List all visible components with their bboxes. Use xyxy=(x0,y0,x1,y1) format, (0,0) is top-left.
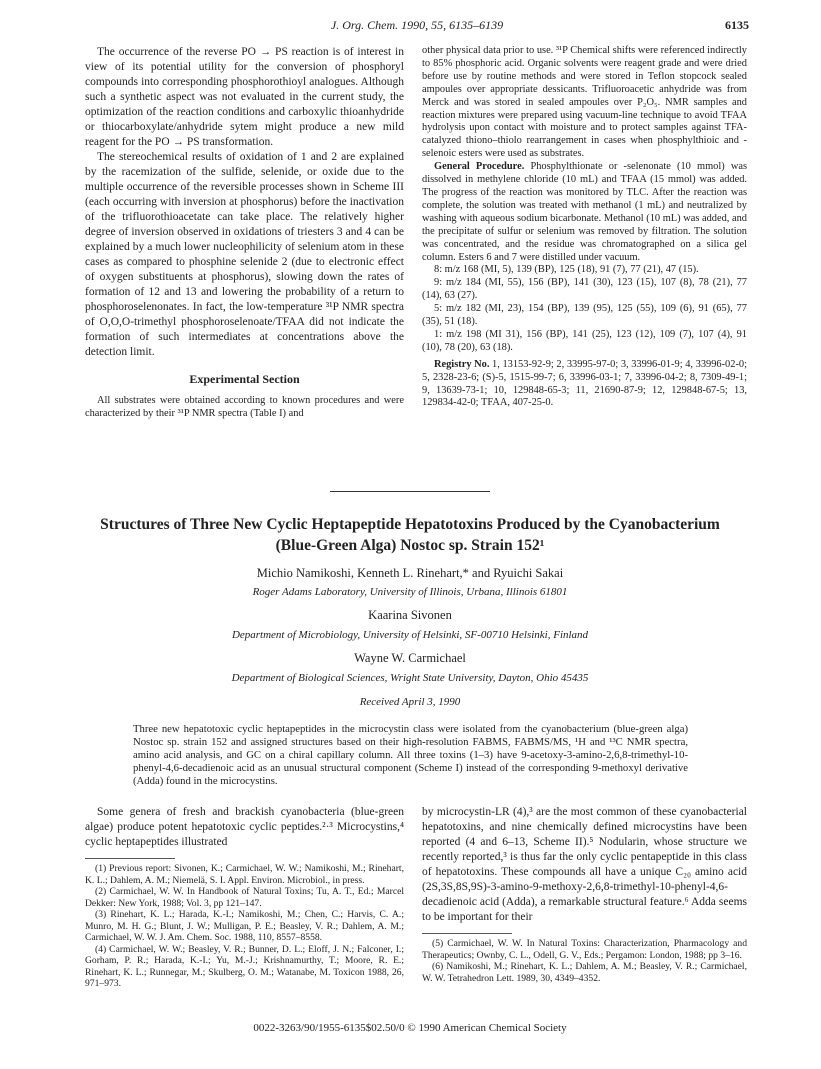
right-column-bottom xyxy=(422,805,747,984)
footnote-rule xyxy=(85,858,175,859)
section-heading: Experimental Section xyxy=(189,372,300,386)
run-in-heading: Registry No. xyxy=(434,358,490,370)
ms-line: 8: m/z 168 (MI, 5), 139 (BP), 125 (18), 91 (7), 77 (21), 47 (15). xyxy=(434,264,699,276)
running-header xyxy=(85,18,749,38)
paragraph: The stereochemical results of oxidation of 1 and 2 are explained by the racemization of the sulfide, selenide, or oxide due to the multiple occurrence of the reversible processes shown in Scheme III (each occurring with inversion at phosphorus) before the inactivation of the trifluorothioacetate can take place. The relatively higher degree of inversion observed in oxidations of triesters 3 and 4 can be explained by a much lower nucleophilicity of selenium atom in these cases as compared to phosphine selenide 2 (due to electronic effect of oxygen substituents at phosphorus), slowing down the rates of formation of 12 and 13 and lowering the probability of a return to phosphoroselenonates. In fact, the low-temperature ³¹P NMR spectra of O,O,O-trimethyl phosphoroselenoate/TFAA did not indicate the formation of such intermediates at concentrations above the detection limit. xyxy=(85,151,404,358)
registry-numbers xyxy=(422,359,747,411)
received-date: Received April 3, 1990 xyxy=(359,696,461,708)
affiliation: Department of Biological Sciences, Wright State University, Dayton, Ohio 45435 xyxy=(231,672,589,684)
paragraph xyxy=(422,161,747,264)
ms-line: 5: m/z 182 (MI, 23), 154 (BP), 139 (95), 125 (55), 109 (6), 91 (65), 77 (35), 51 (18). xyxy=(422,303,747,328)
copyright-footer: 0022-3263/90/1955-6135$02.50/0 © 1990 American Chemical Society xyxy=(253,1022,567,1034)
right-column-top xyxy=(422,45,747,410)
run-in-heading: General Procedure. xyxy=(434,161,525,173)
paragraph: by microcystin-LR (4),³ are the most common of these cyanobacterial hepatotoxins, and nine chemically defined microcystins have been reported (4 and 6–13, Scheme II).⁵ Nodularin, whose structure we recently reported,³ is thus far the only cyclic pentapeptide in this class of hepatotoxins. These compounds all have a unique C₂₀ amino acid (2S,3S,8S,9S)-3-amino-9-methoxy-2,6,8-trimethyl-10-phenyl-4,6-decadienoic acid (Adda), a remarkable structural feature.⁶ Adda seems to be important for their xyxy=(422,806,747,923)
affiliation: Roger Adams Laboratory, University of Illinois, Urbana, Illinois 61801 xyxy=(252,586,568,598)
left-column-top xyxy=(85,45,404,421)
ms-line: 1: m/z 198 (MI 31), 156 (BP), 141 (25), 123 (12), 109 (7), 107 (4), 91 (10), 78 (20), 63 (18). xyxy=(422,328,747,353)
footnote: (5) Carmichael, W. W. In Natural Toxins: Characterization, Pharmacology and Therapeutics; Ownby, C. L., Odell, G. V., Eds.; Pergamon: London, 1988; pp 3–16. xyxy=(422,938,747,961)
footnote: (4) Carmichael, W. W.; Beasley, V. R.; Bunner, D. L.; Eloff, J. N.; Falconer, I.; Gorham, P. R.; Harada, K.-I.; Yu, M.-J.; Krishnamurthy, T.; Moore, R. E.; Rinehart, K. L.; Runnegar, M.; Skulberg, O. M.; Watanabe, M. Toxicon 1988, 26, 971–973. xyxy=(85,943,404,989)
author-line: Kaarina Sivonen xyxy=(368,608,452,622)
abstract: Three new hepatotoxic cyclic heptapeptides in the microcystin class were isolated from the cyanobacterium (blue-green alga) Nostoc sp. strain 152 and assigned structures based on their high-resolution FABMS, FABMS/MS, ¹H and ¹³C NMR spectra, amino acid analysis, and GC on a chiral capillary column. All three toxins (1–3) have 9-acetoxy-3-amino-2,6,8-trimethyl-10-phenyl-4,6-decadienoic acid as an unusual structural component (Scheme I) instead of the corresponding 9-methoxyl derivative (Adda) found in the microcystins. xyxy=(133,723,688,788)
footnote: (2) Carmichael, W. W. In Handbook of Natural Toxins; Tu, A. T., Ed.; Marcel Dekker: New York, 1988; Vol. 3, pp 121–147. xyxy=(85,886,404,909)
journal-citation: J. Org. Chem. 1990, 55, 6135–6139 xyxy=(330,18,504,32)
ms-line: 9: m/z 184 (MI, 55), 156 (BP), 141 (30), 123 (15), 107 (8), 78 (21), 77 (14), 63 (27). xyxy=(422,277,747,302)
author-line: Michio Namikoshi, Kenneth L. Rinehart,* and Ryuichi Sakai xyxy=(256,566,564,580)
left-column-bottom xyxy=(85,805,404,990)
footnote: (1) Previous report: Sivonen, K.; Carmichael, W. W.; Namikoshi, M.; Rinehart, K. L.; Dahlem, A. M.; Niemelä, S. I. Appl. Environ. Microbiol., in press. xyxy=(85,863,404,886)
footnote-rule xyxy=(422,933,512,934)
footnote: (3) Rinehart, K. L.; Harada, K.-I.; Namikoshi, M.; Chen, C.; Harvis, C. A.; Munro, M. H. G.; Blunt, J. W.; Mulligan, P. E.; Beasley, V. R.; Dahlem, A. M.; Carmichael, W. W. J. Am. Chem. Soc. 1988, 110, 8557–8558. xyxy=(85,909,404,943)
article-title: Structures of Three New Cyclic Heptapeptide Hepatotoxins Produced by the Cyanobacterium (Blue-Green Alga) Nostoc sp. Strain 152¹ xyxy=(100,516,720,554)
footnote: (6) Namikoshi, M.; Rinehart, K. L.; Dahlem, A. M.; Beasley, V. R.; Carmichael, W. W. Tetrahedron Lett. 1989, 30, 4349–4352. xyxy=(422,961,747,984)
paragraph: All substrates were obtained according to known procedures and were characterized by their ³¹P NMR spectra (Table I) and xyxy=(85,395,404,419)
paragraph: The occurrence of the reverse PO → PS reaction is of interest in view of its potential utility for the conversion of phosphoryl compounds into corresponding phosphorothioyl analogues. Although such a synthetic aspect was not evaluated in the current study, the optimization of the reaction conditions and carboxylic thioanhydride or thiocarboxylate/anhydride sytem might produce a new mild reagent for the PO → PS transformation. xyxy=(85,46,404,148)
article-divider xyxy=(330,491,490,492)
paragraph-text: Phosphylthionate or -selenonate (10 mmol) was dissolved in methylene chloride (10 mL) and TFAA (15 mmol) was added. The progress of the reaction was monitored by TLC. After the reaction was complete, the solution was treated with methanol (1 mL) and neutralized by washing with aqueous sodium bicarbonate. Methanol (10 mL) was added, and the precipitate of sulfur or selenium was removed by filtration. The solution was concentrated, and the residue was chromatographed on a silica gel column. Esters 6 and 7 were distilled under vacuum. xyxy=(422,161,747,263)
paragraph: Some genera of fresh and brackish cyanobacteria (blue-green algae) produce potent hepatotoxic cyclic peptides.²·³ Microcystins,⁴ cyclic heptapeptides illustrated xyxy=(85,806,404,848)
affiliation: Department of Microbiology, University of Helsinki, SF-00710 Helsinki, Finland xyxy=(231,629,589,641)
author-line: Wayne W. Carmichael xyxy=(354,651,466,665)
registry-text: 1, 13153-92-9; 2, 33995-97-0; 3, 33996-01-9; 4, 33996-02-0; 5, 2328-23-6; (S)-5, 1515-99-7; 6, 33996-03-1; 7, 33996-04-2; 8, 7309-49-1; 9, 13639-73-1; 10, 129848-65-3; 11, 21690-87-9; 12, 129848-67-5; 13, 129834-42-0; TFAA, 407-25-0. xyxy=(422,358,747,409)
page-number: 6135 xyxy=(725,18,749,32)
paragraph: other physical data prior to use. ³¹P Chemical shifts were referenced indirectly to 85% phosphoric acid. Organic solvents were reagent grade and were dried before use by routine methods and were stored in Teflon stopcock sealed ampoules over appropriate dessicants. Trifluoroacetic anhydride was from Merck and was stored in sealed ampoules over P₂O₅. NMR samples and reaction mixtures were prepared using vacuum-line technique to avoid TFAA hydrolysis upon contact with moisture and to protect samples against TFA-catalyzed thiono–thiolo rearrangement in cases when phosphylthioic and -selenoic esters were used as substrates. xyxy=(422,45,747,160)
